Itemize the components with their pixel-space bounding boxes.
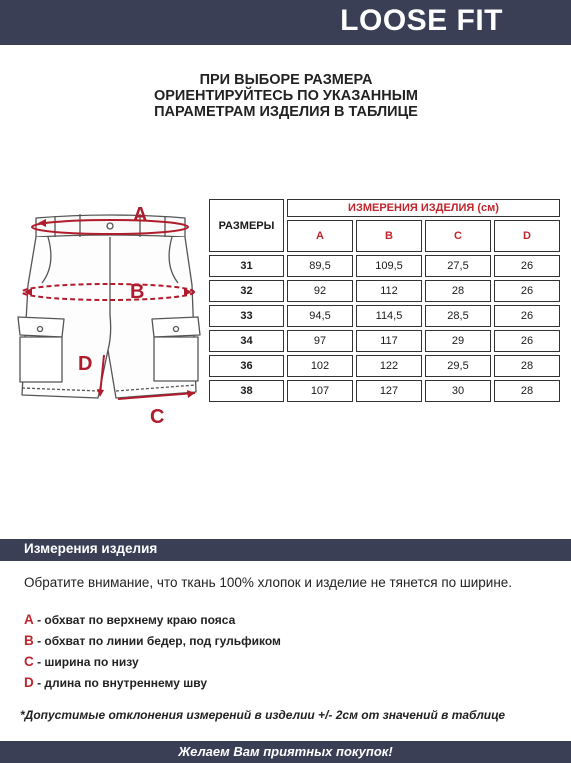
section-bar bbox=[0, 539, 571, 561]
cell-a: 102 bbox=[287, 355, 353, 377]
cargo-button-left bbox=[38, 327, 43, 332]
size-cell: 34 bbox=[209, 330, 284, 352]
waist-button bbox=[107, 223, 113, 229]
cargo-pocket-left bbox=[20, 337, 62, 382]
legend-text: - обхват по верхнему краю пояса bbox=[33, 613, 236, 627]
cell-b: 127 bbox=[356, 380, 422, 402]
header-bar bbox=[0, 0, 571, 45]
section-title: Измерения изделия bbox=[24, 541, 158, 556]
size-table bbox=[206, 196, 563, 405]
cell-d: 28 bbox=[494, 380, 560, 402]
size-cell: 33 bbox=[209, 305, 284, 327]
legend-item bbox=[24, 654, 281, 675]
cell-d: 26 bbox=[494, 305, 560, 327]
size-cell: 32 bbox=[209, 280, 284, 302]
col-d-header: D bbox=[494, 220, 560, 252]
table-row bbox=[209, 280, 560, 302]
footer-text: Желаем Вам приятных покупок! bbox=[178, 744, 393, 759]
cell-c: 29,5 bbox=[425, 355, 491, 377]
legend-text: - длина по внутреннему шву bbox=[33, 676, 208, 690]
size-cell: 31 bbox=[209, 255, 284, 277]
cell-b: 109,5 bbox=[356, 255, 422, 277]
legend-text: - обхват по линии бедер, под гульфиком bbox=[33, 634, 281, 648]
cell-d: 26 bbox=[494, 255, 560, 277]
table-row bbox=[209, 355, 560, 377]
intro-line-2: ОРИЕНТИРУЙТЕСЬ ПО УКАЗАННЫМ bbox=[153, 88, 418, 104]
shorts-diagram bbox=[0, 195, 205, 435]
fabric-note: Обратите внимание, что ткань 100% хлопок и изделие не тянется по ширине. bbox=[24, 575, 513, 590]
cell-a: 92 bbox=[287, 280, 353, 302]
tolerance-note: *Допустимые отклонения измерений в изделии +/- 2см от значений в таблице bbox=[20, 708, 506, 722]
legend-item bbox=[24, 612, 281, 633]
cell-b: 112 bbox=[356, 280, 422, 302]
cell-b: 117 bbox=[356, 330, 422, 352]
cell-c: 29 bbox=[425, 330, 491, 352]
table-row bbox=[209, 330, 560, 352]
measurement-legend bbox=[24, 612, 281, 696]
cell-a: 97 bbox=[287, 330, 353, 352]
legend-letter: A bbox=[24, 612, 34, 627]
size-cell: 36 bbox=[209, 355, 284, 377]
intro-text bbox=[100, 72, 472, 120]
intro-line-1: ПРИ ВЫБОРЕ РАЗМЕРА bbox=[199, 72, 373, 88]
cell-a: 107 bbox=[287, 380, 353, 402]
measurements-header: ИЗМЕРЕНИЯ ИЗДЕЛИЯ (см) bbox=[287, 199, 560, 217]
page-title: LOOSE FIT bbox=[340, 4, 503, 37]
cell-c: 28,5 bbox=[425, 305, 491, 327]
cargo-button-right bbox=[174, 327, 179, 332]
cell-a: 94,5 bbox=[287, 305, 353, 327]
legend-letter: C bbox=[24, 654, 34, 669]
cell-c: 30 bbox=[425, 380, 491, 402]
legend-letter: B bbox=[24, 633, 34, 648]
col-c-header: C bbox=[425, 220, 491, 252]
cell-b: 122 bbox=[356, 355, 422, 377]
cell-c: 28 bbox=[425, 280, 491, 302]
footer-bar bbox=[0, 741, 571, 763]
label-d: D bbox=[78, 353, 93, 375]
intro-line-3: ПАРАМЕТРАМ ИЗДЕЛИЯ В ТАБЛИЦЕ bbox=[154, 104, 418, 120]
cell-c: 27,5 bbox=[425, 255, 491, 277]
cell-a: 89,5 bbox=[287, 255, 353, 277]
legend-letter: D bbox=[24, 675, 34, 690]
legend-text: - ширина по низу bbox=[33, 655, 139, 669]
col-a-header: A bbox=[287, 220, 353, 252]
table-row bbox=[209, 380, 560, 402]
cell-d: 28 bbox=[494, 355, 560, 377]
cargo-pocket-right bbox=[154, 337, 198, 381]
label-b: B bbox=[130, 281, 145, 303]
table-row bbox=[209, 255, 560, 277]
size-column-header: РАЗМЕРЫ bbox=[209, 199, 284, 252]
table-row bbox=[209, 305, 560, 327]
cell-d: 26 bbox=[494, 280, 560, 302]
legend-item bbox=[24, 633, 281, 654]
cell-d: 26 bbox=[494, 330, 560, 352]
col-b-header: B bbox=[356, 220, 422, 252]
label-a: A bbox=[133, 204, 148, 226]
size-cell: 38 bbox=[209, 380, 284, 402]
legend-item bbox=[24, 675, 281, 696]
cell-b: 114,5 bbox=[356, 305, 422, 327]
label-c: C bbox=[150, 406, 165, 428]
